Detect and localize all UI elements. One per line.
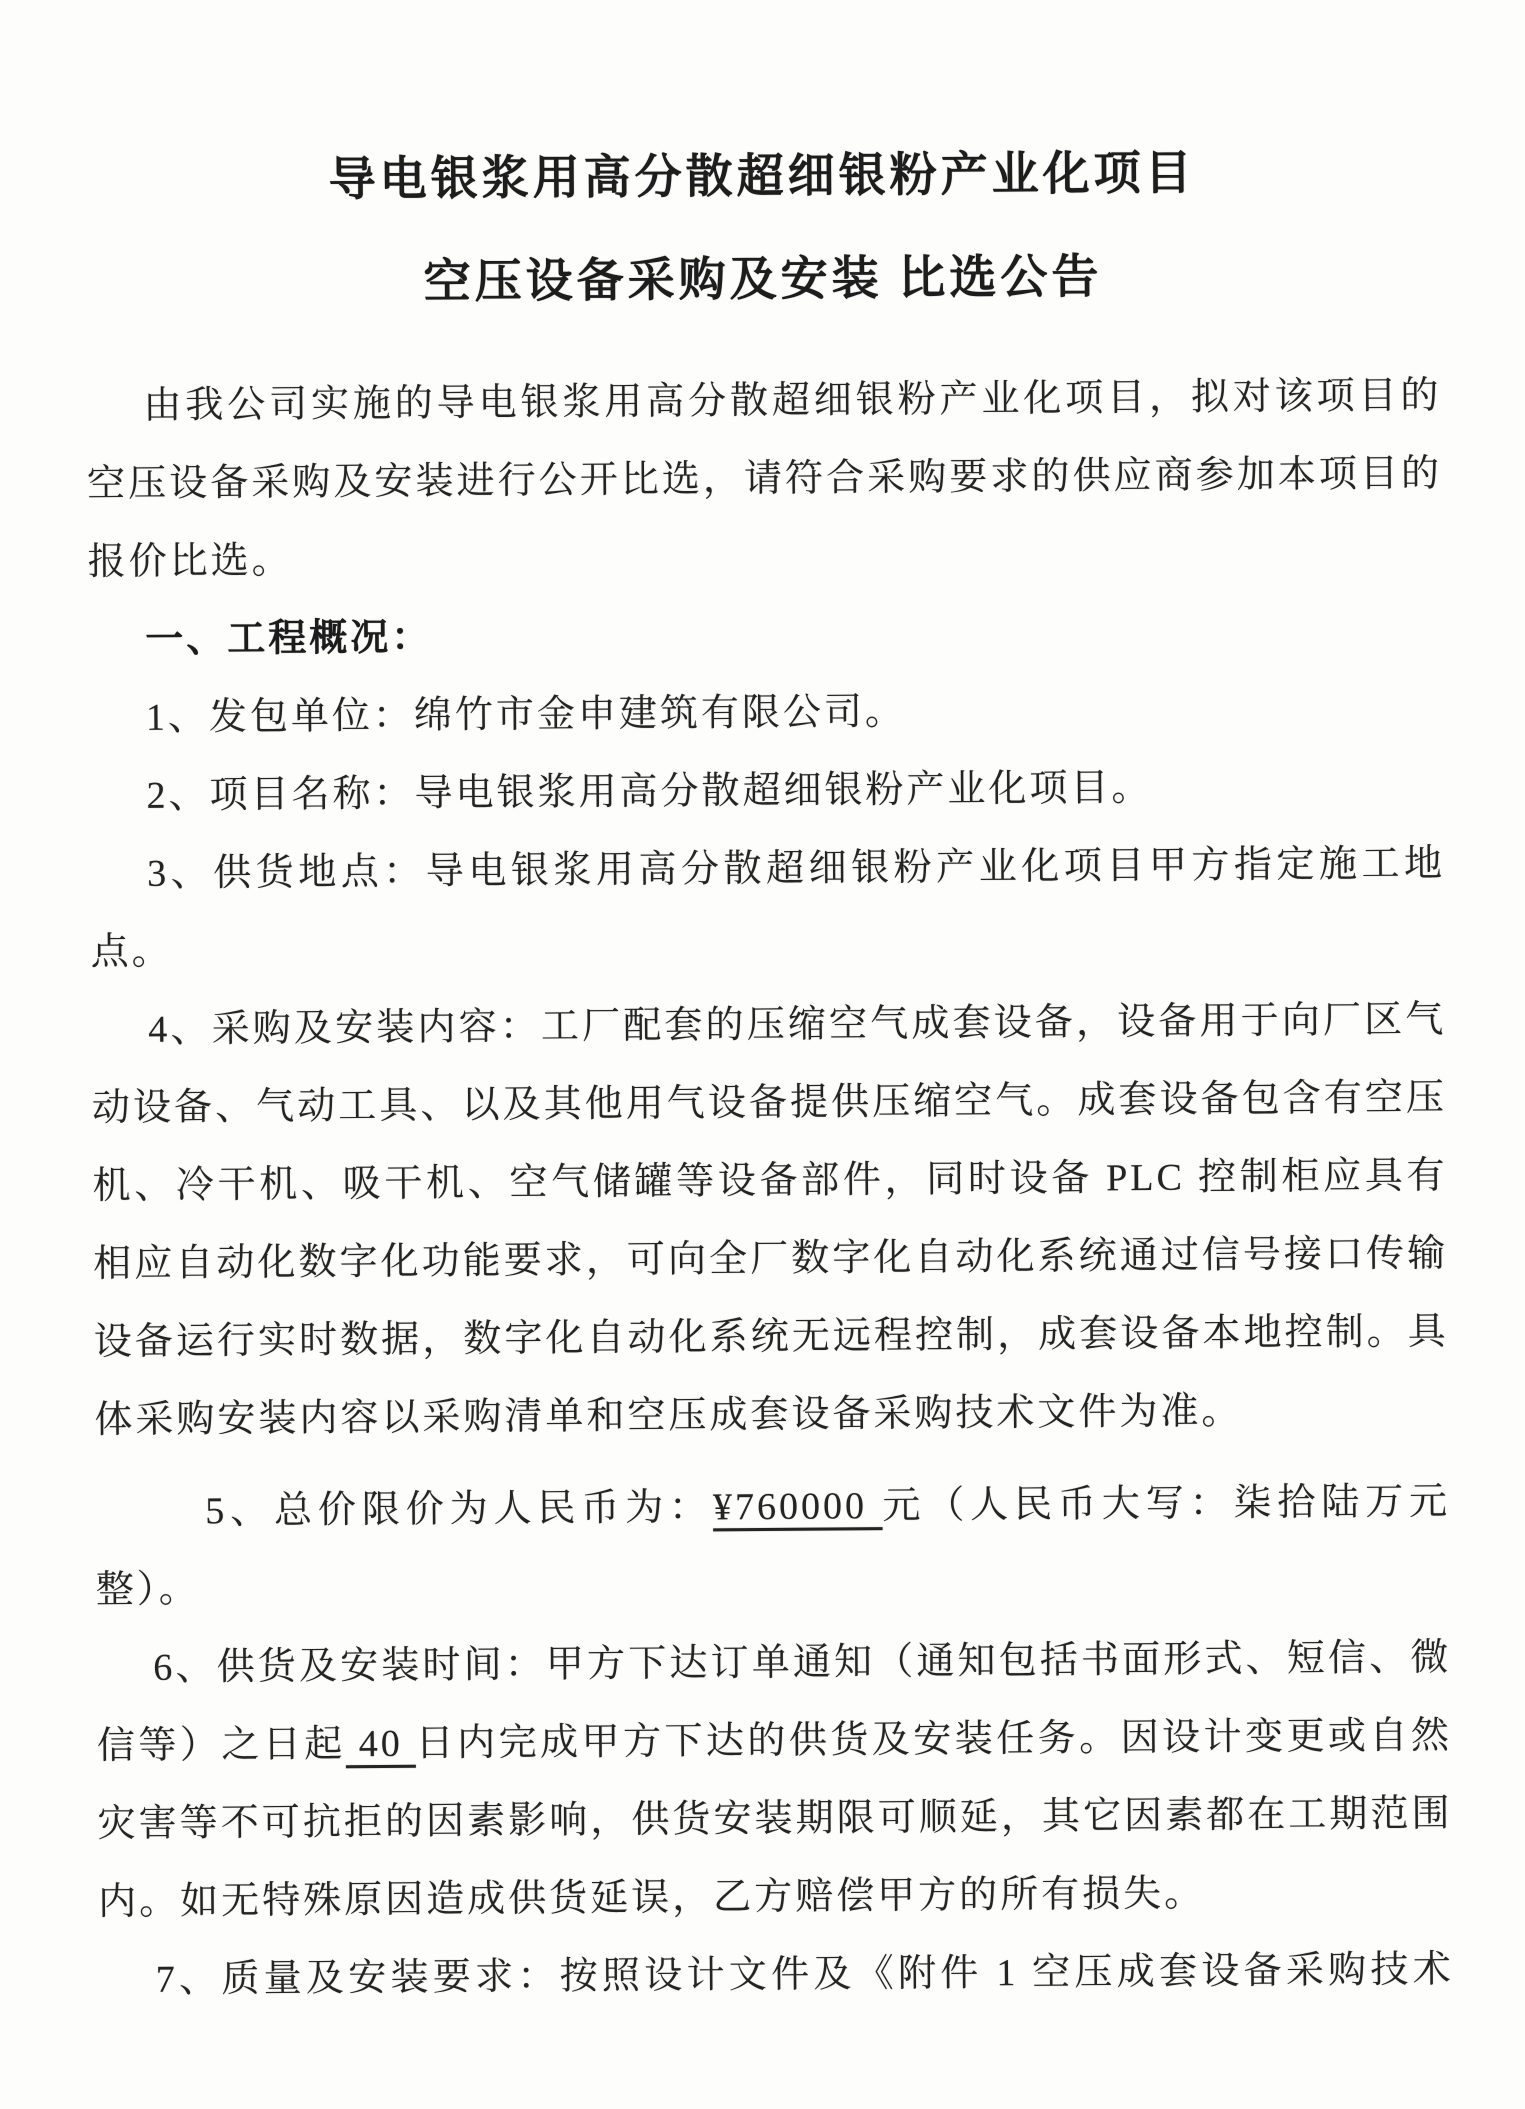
document-body — [86, 356, 1454, 2019]
item5-prefix-text: 5、总价限价为人民币为： — [205, 1485, 714, 1532]
item-5-price-limit — [95, 1462, 1451, 1629]
document-title-line1: 导电银浆用高分散超细银粉产业化项目 — [328, 147, 1196, 207]
item-7-quality-requirements: 7、质量及安装要求：按照设计文件及《附件 1 空压成套设备采购技术 — [155, 1948, 1454, 2001]
item-1-issuing-unit: 1、发包单位：绵竹市金申建筑有限公司。 — [145, 690, 907, 739]
item6-prefix-text: 6、供货及安装时间：甲方下达订单通知（通知包括书面形式、短信、微信等）之日起 — [96, 1636, 1452, 1767]
item5-amount-underlined: ¥760000 — [712, 1484, 883, 1528]
intro-paragraph: 由我公司实施的导电银浆用高分散超细银粉产业化项目，拟对该项目的空压设备采购及安装进行公开比选，请符合采购要求的供应商参加本项目的报价比选。 — [86, 374, 1443, 583]
item-3-delivery-location: 3、供货地点：导电银浆用高分散超细银粉产业化项目甲方指定施工地点。 — [90, 842, 1446, 973]
item6-suffix-text: 日内完成甲方下达的供货及安装任务。因设计变更或自然灾害等不可抗拒的因素影响，供货安装期限可顺延，其它因素都在工期范围内。如无特殊原因造成供货延误，乙方赔偿甲方的所有损失。 — [97, 1714, 1453, 1923]
section-heading-project-overview: 一、工程概况： — [145, 616, 433, 661]
item5-suffix-text: 元（人民币大写：柒拾陆万元整）。 — [95, 1480, 1451, 1611]
item-2-project-name: 2、项目名称：导电银浆用高分散超细银粉产业化项目。 — [146, 766, 1153, 817]
item6-days-underlined: 40 — [345, 1722, 416, 1765]
item-4-procurement-content: 4、采购及安装内容：工厂配套的压缩空气成套设备，设备用于向厂区气动设备、气动工具、以及其他用气设备提供压缩空气。成套设备包含有空压机、冷干机、吸干机、空气储罐等设备部件，同时设备 PLC 控制柜应具有相应自动化数字化功能要求，可向全厂数字化自动化系统通过信号接口传输设备运行实时数据，数字化自动化系统无远程控制，成套设备本地控制。具体采购安装内容以采购清单和空压成套设备采购技术文件为准。 — [91, 998, 1449, 1441]
document-title-line2: 空压设备采购及安装 比选公告 — [423, 251, 1103, 309]
item-6-delivery-time — [96, 1618, 1453, 1941]
